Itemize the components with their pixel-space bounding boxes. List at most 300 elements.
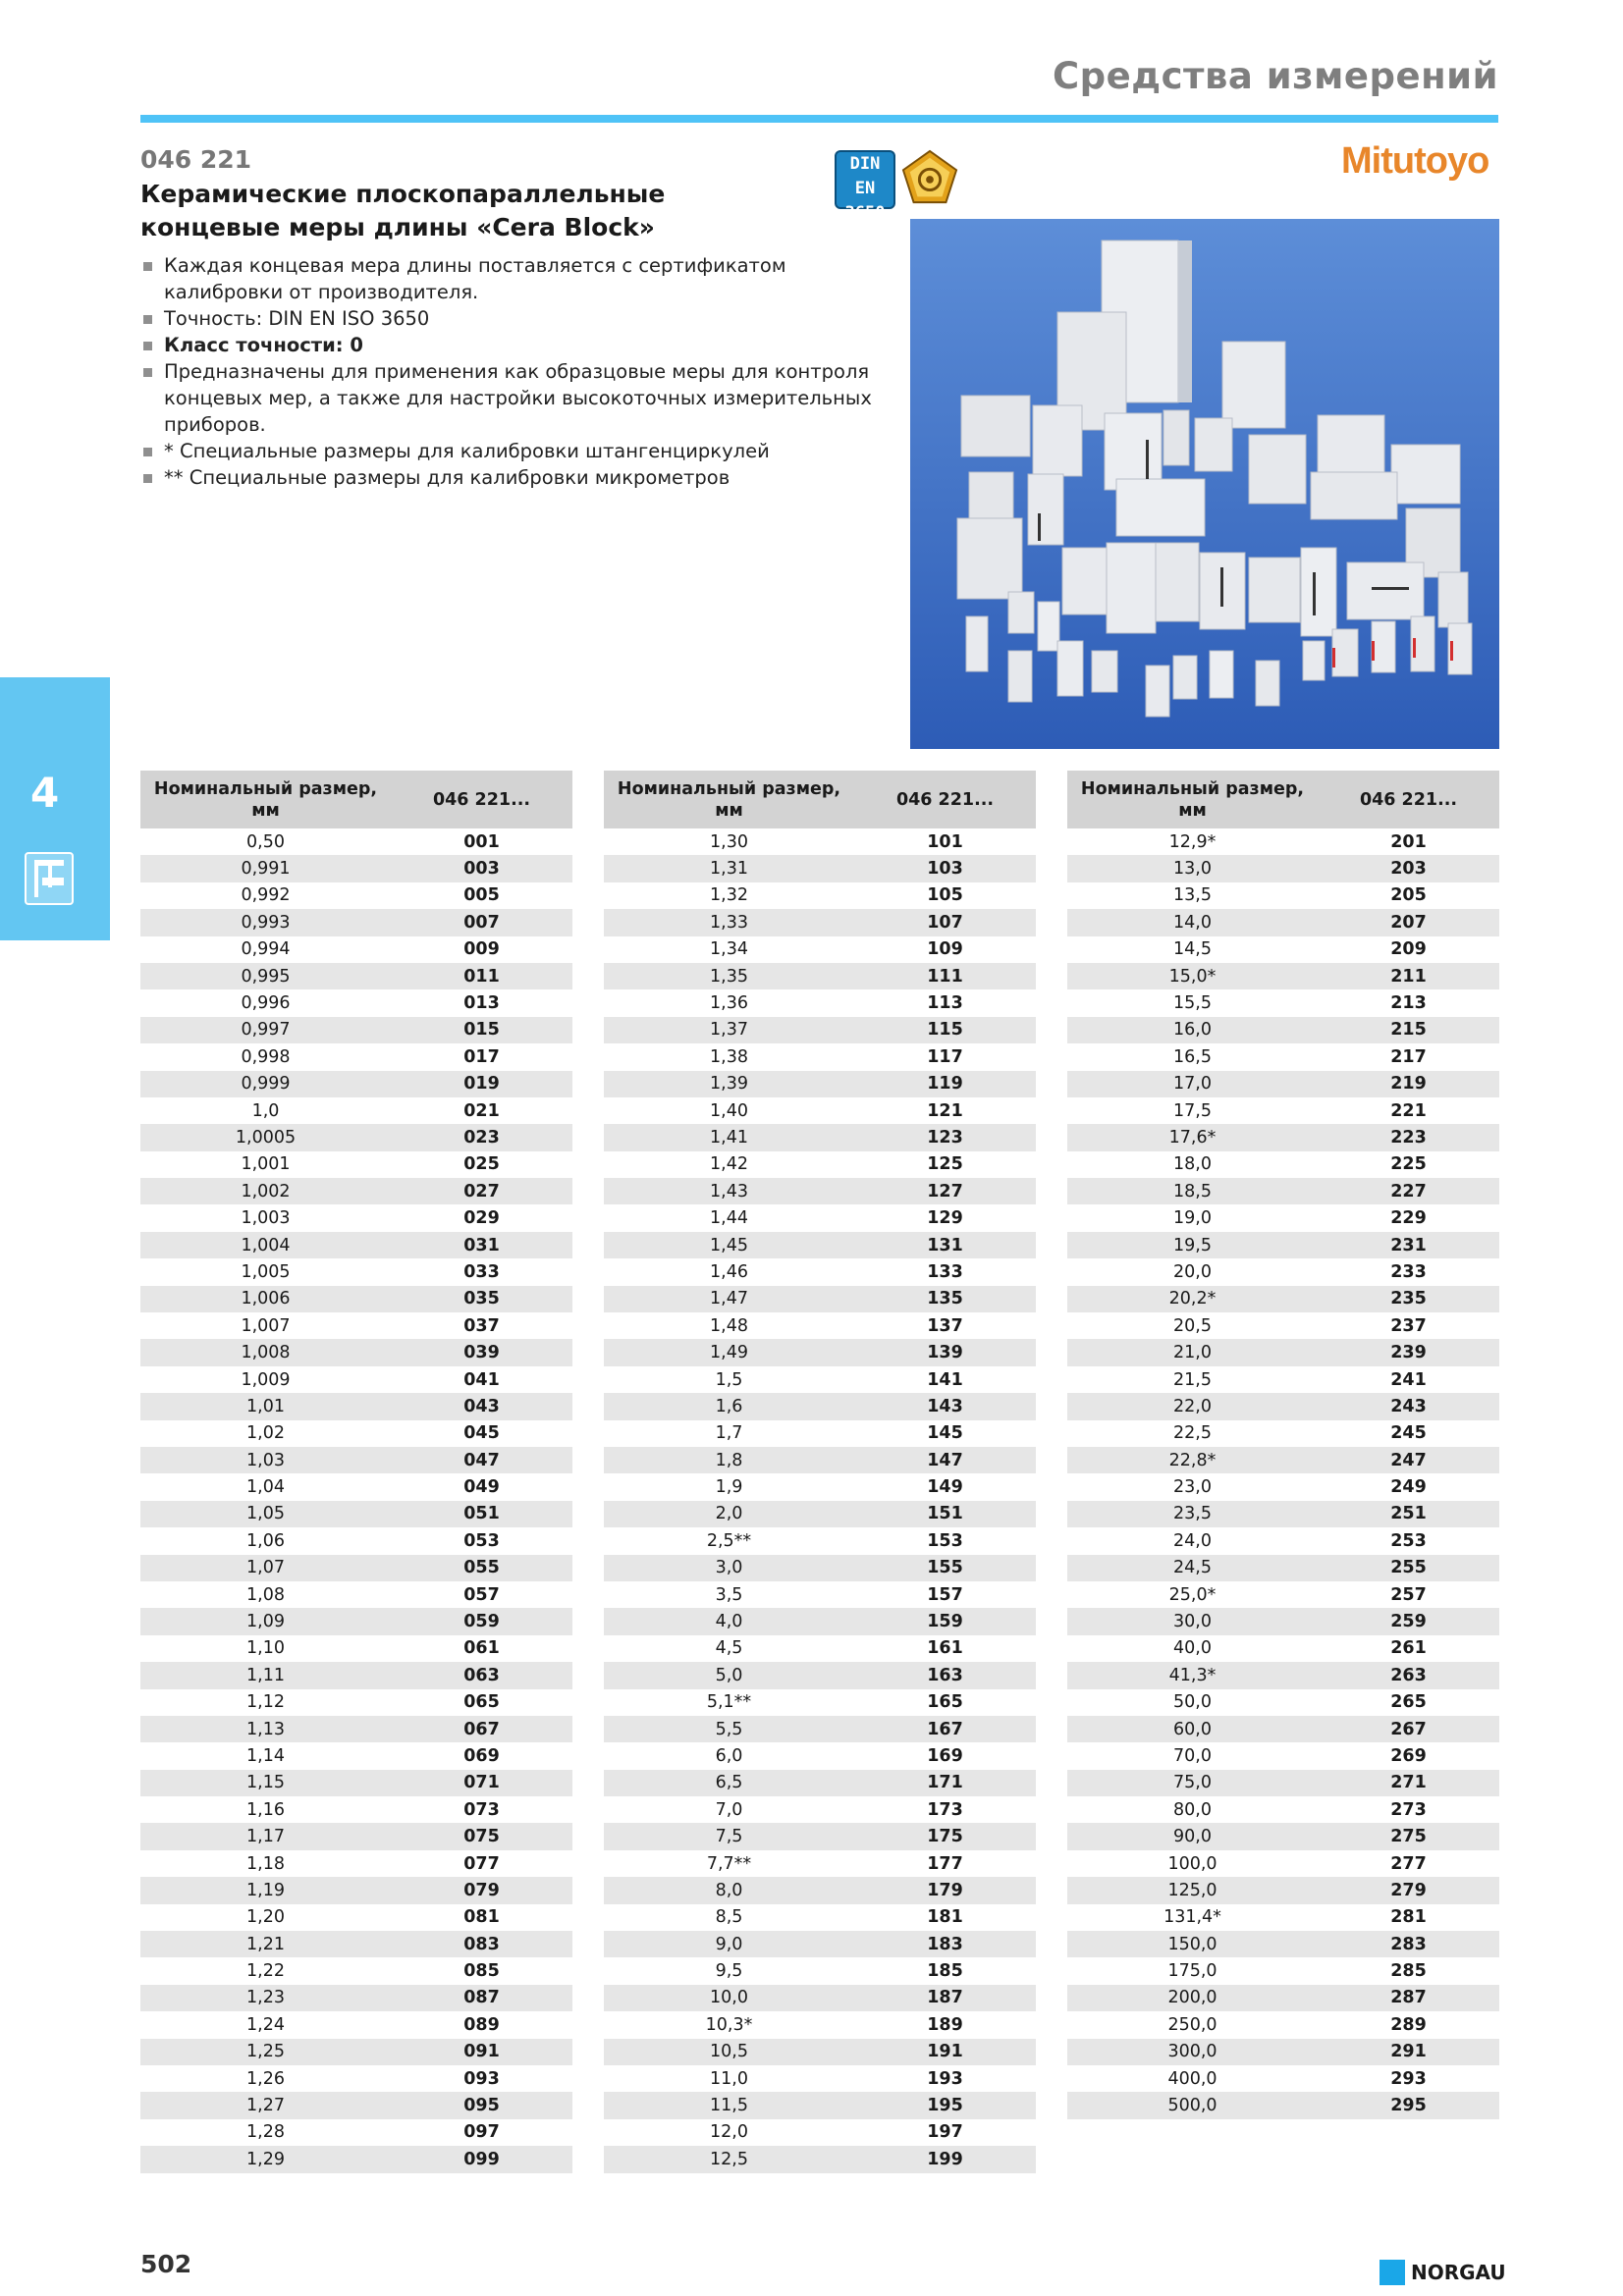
table-row <box>604 1258 1036 1285</box>
size-cell: 50,0 <box>1173 1692 1212 1713</box>
size-cell: 1,23 <box>140 1985 391 2011</box>
size-cell: 80,0 <box>1173 1799 1212 1820</box>
code-cell: 083 <box>391 1931 572 1957</box>
code-cell: 293 <box>1390 2068 1427 2089</box>
table-row <box>1067 855 1499 881</box>
code-cell: 015 <box>391 1017 572 1043</box>
size-cell: 1,0005 <box>140 1124 391 1150</box>
table-row <box>1067 1232 1499 1258</box>
size-cell: 1,43 <box>604 1178 854 1204</box>
table-row <box>140 1957 572 1984</box>
table-row <box>604 1877 1036 1903</box>
code-cell: 183 <box>854 1931 1036 1957</box>
size-cell: 41,3* <box>1067 1662 1318 1688</box>
table-row <box>140 1770 572 1796</box>
code-cell: 091 <box>391 2039 572 2065</box>
feature-item: Точность: DIN EN ISO 3650 <box>140 305 887 332</box>
code-cell: 259 <box>1318 1608 1499 1634</box>
table-row <box>604 1501 1036 1527</box>
code-cell: 123 <box>854 1124 1036 1150</box>
product-photo <box>910 219 1499 749</box>
table-row <box>604 1097 1036 1124</box>
table-row <box>604 2011 1036 2038</box>
code-cell: 101 <box>927 831 963 852</box>
size-cell: 24,5 <box>1067 1555 1318 1581</box>
size-cell: 0,997 <box>140 1017 391 1043</box>
size-cell: 2,5** <box>706 1530 752 1551</box>
code-cell: 155 <box>854 1555 1036 1581</box>
code-cell: 093 <box>463 2068 500 2089</box>
table-row <box>1067 1770 1499 1796</box>
table-row <box>1067 1931 1499 1957</box>
table-row <box>1067 1555 1499 1581</box>
code-cell: 163 <box>854 1662 1036 1688</box>
code-cell: 167 <box>854 1716 1036 1742</box>
table-row <box>140 1393 572 1419</box>
code-cell: 051 <box>391 1501 572 1527</box>
size-cell: 0,998 <box>241 1046 291 1067</box>
size-cell: 15,5 <box>1173 993 1212 1014</box>
size-cell: 10,3* <box>705 2014 753 2035</box>
size-cell: 1,12 <box>246 1692 285 1713</box>
code-cell: 047 <box>391 1447 572 1473</box>
size-cell: 150,0 <box>1067 1931 1318 1957</box>
size-cell: 1,37 <box>604 1017 854 1043</box>
code-cell: 067 <box>391 1716 572 1742</box>
size-cell: 13,5 <box>1173 885 1212 906</box>
size-cell: 0,995 <box>140 963 391 989</box>
code-cell: 229 <box>1390 1208 1427 1229</box>
code-cell: 235 <box>1318 1286 1499 1312</box>
table-row <box>1067 882 1499 909</box>
size-cell: 21,0 <box>1067 1339 1318 1365</box>
code-cell: 027 <box>391 1178 572 1204</box>
table-row <box>1067 2011 1499 2038</box>
size-cell: 16,0 <box>1067 1017 1318 1043</box>
gauge-table-1 <box>140 771 572 2173</box>
table-row <box>140 1258 572 1285</box>
bullet-square-icon <box>143 474 152 483</box>
code-cell: 147 <box>854 1447 1036 1473</box>
table-row <box>140 1473 572 1500</box>
code-cell: 207 <box>1318 909 1499 935</box>
table-row <box>1067 1662 1499 1688</box>
chapter-number: 4 <box>30 769 60 817</box>
code-cell: 069 <box>463 1745 500 1766</box>
code-cell: 073 <box>463 1799 500 1820</box>
table-row <box>604 2146 1036 2172</box>
size-cell: 11,5 <box>604 2092 854 2118</box>
table-row <box>604 1985 1036 2011</box>
table-row <box>140 2039 572 2065</box>
code-cell: 113 <box>927 993 963 1014</box>
size-cell: 23,0 <box>1173 1477 1212 1498</box>
code-cell: 279 <box>1318 1877 1499 1903</box>
code-cell: 003 <box>391 855 572 881</box>
table-row <box>140 989 572 1016</box>
size-cell: 12,9* <box>1168 831 1217 852</box>
code-cell: 137 <box>927 1315 963 1336</box>
size-cell: 4,5 <box>715 1638 743 1659</box>
table-row <box>140 1097 572 1124</box>
table-row <box>604 1662 1036 1688</box>
code-cell: 285 <box>1390 1961 1427 1982</box>
table-row <box>1067 1447 1499 1473</box>
code-cell: 257 <box>1390 1584 1427 1605</box>
table-row <box>604 1581 1036 1608</box>
size-cell: 1,19 <box>140 1877 391 1903</box>
size-cell: 24,0 <box>1173 1530 1212 1551</box>
size-cell: 1,25 <box>140 2039 391 2065</box>
code-cell: 223 <box>1318 1124 1499 1150</box>
table-row <box>140 1850 572 1877</box>
column-header-code: 046 221... <box>391 771 572 828</box>
table-row <box>1067 1393 1499 1419</box>
code-cell: 231 <box>1318 1232 1499 1258</box>
table-row <box>140 1931 572 1957</box>
size-cell: 1,007 <box>241 1315 291 1336</box>
size-cell: 250,0 <box>1167 2014 1217 2035</box>
size-cell: 6,0 <box>715 1745 743 1766</box>
company-name: NORGAU <box>1411 2261 1506 2284</box>
table-row <box>1067 1017 1499 1043</box>
table-row <box>604 1796 1036 1823</box>
table-row <box>604 2039 1036 2065</box>
column-header-code: 046 221... <box>854 771 1036 828</box>
mitutoyo-logo: Mitutoyo <box>1341 140 1489 182</box>
size-cell: 1,24 <box>246 2014 285 2035</box>
code-cell: 197 <box>927 2122 963 2143</box>
size-cell: 4,0 <box>604 1608 854 1634</box>
code-cell: 243 <box>1318 1393 1499 1419</box>
code-cell: 189 <box>927 2014 963 2035</box>
table-row <box>604 1957 1036 1984</box>
size-cell: 1,10 <box>246 1638 285 1659</box>
table-row <box>604 1232 1036 1258</box>
size-cell: 1,46 <box>710 1261 748 1282</box>
code-cell: 139 <box>854 1339 1036 1365</box>
size-cell: 1,34 <box>710 939 748 960</box>
code-cell: 245 <box>1390 1423 1427 1444</box>
din-standard-badge: DIN EN 3650 <box>835 150 895 209</box>
code-cell: 063 <box>391 1662 572 1688</box>
table-row <box>604 1555 1036 1581</box>
code-cell: 107 <box>854 909 1036 935</box>
table-row <box>140 1904 572 1931</box>
code-cell: 045 <box>463 1423 500 1444</box>
code-cell: 269 <box>1390 1745 1427 1766</box>
size-cell: 1,001 <box>241 1154 291 1175</box>
size-cell: 1,5 <box>715 1369 743 1390</box>
table-row <box>604 963 1036 989</box>
size-cell: 19,5 <box>1067 1232 1318 1258</box>
size-cell: 1,32 <box>710 885 748 906</box>
size-cell: 15,0* <box>1067 963 1318 989</box>
table-row <box>140 1527 572 1554</box>
size-cell: 90,0 <box>1067 1823 1318 1849</box>
size-cell: 75,0 <box>1067 1770 1318 1796</box>
code-cell: 289 <box>1390 2014 1427 2035</box>
table-row <box>604 1931 1036 1957</box>
code-cell: 029 <box>463 1208 500 1229</box>
table-row <box>140 1581 572 1608</box>
code-cell: 237 <box>1390 1315 1427 1336</box>
table-row <box>604 1151 1036 1178</box>
table-row <box>604 1339 1036 1365</box>
section-title: Средства измерений <box>1052 55 1498 97</box>
feature-item: Каждая концевая мера длины поставляется с сертификатом калибровки от производителя. <box>140 252 887 305</box>
size-cell: 1,27 <box>140 2092 391 2118</box>
table-row <box>140 1877 572 1903</box>
table-row <box>604 1689 1036 1716</box>
table-row <box>1067 1716 1499 1742</box>
size-cell: 1,21 <box>140 1931 391 1957</box>
code-cell: 287 <box>1318 1985 1499 2011</box>
size-cell: 1,29 <box>140 2146 391 2172</box>
table-row <box>140 828 572 855</box>
code-cell: 241 <box>1390 1369 1427 1390</box>
code-cell: 247 <box>1318 1447 1499 1473</box>
page-number: 502 <box>140 2250 192 2278</box>
article-number: 046 221 <box>140 145 252 174</box>
code-cell: 079 <box>391 1877 572 1903</box>
table-row <box>140 1796 572 1823</box>
table-row <box>1067 1473 1499 1500</box>
code-cell: 211 <box>1318 963 1499 989</box>
table-row <box>604 1742 1036 1769</box>
size-cell: 2,0 <box>604 1501 854 1527</box>
size-cell: 20,5 <box>1173 1315 1212 1336</box>
table-row <box>140 2146 572 2172</box>
size-cell: 17,6* <box>1067 1124 1318 1150</box>
size-cell: 10,5 <box>604 2039 854 2065</box>
table-row <box>1067 1608 1499 1634</box>
size-cell: 0,992 <box>241 885 291 906</box>
table-row <box>604 1366 1036 1393</box>
size-cell: 17,5 <box>1173 1100 1212 1121</box>
code-cell: 149 <box>927 1477 963 1498</box>
feature-item: Класс точности: 0 <box>140 332 887 358</box>
table-row <box>604 882 1036 909</box>
size-cell: 22,5 <box>1173 1423 1212 1444</box>
table-row <box>140 1716 572 1742</box>
table-row <box>1067 1742 1499 1769</box>
table-row <box>1067 1420 1499 1447</box>
size-cell: 100,0 <box>1167 1853 1217 1874</box>
code-cell: 221 <box>1390 1100 1427 1121</box>
size-cell: 6,5 <box>604 1770 854 1796</box>
code-cell: 171 <box>854 1770 1036 1796</box>
code-cell: 121 <box>927 1100 963 1121</box>
code-cell: 187 <box>854 1985 1036 2011</box>
code-cell: 017 <box>463 1046 500 1067</box>
code-cell: 009 <box>463 939 500 960</box>
table-row <box>140 1286 572 1312</box>
size-cell: 1,004 <box>140 1232 391 1258</box>
size-cell: 131,4* <box>1163 1907 1221 1928</box>
code-cell: 219 <box>1318 1071 1499 1097</box>
size-cell: 9,5 <box>715 1961 743 1982</box>
table-row <box>1067 936 1499 963</box>
size-cell: 1,0 <box>251 1100 280 1121</box>
code-cell: 175 <box>854 1823 1036 1849</box>
size-cell: 1,03 <box>140 1447 391 1473</box>
size-cell: 1,002 <box>140 1178 391 1204</box>
code-cell: 025 <box>463 1154 500 1175</box>
size-cell: 5,1** <box>706 1692 752 1713</box>
table-row <box>1067 1258 1499 1285</box>
table-row <box>1067 1850 1499 1877</box>
table-row <box>140 1447 572 1473</box>
size-cell: 1,01 <box>140 1393 391 1419</box>
size-cell: 1,49 <box>604 1339 854 1365</box>
code-cell: 177 <box>927 1853 963 1874</box>
code-cell: 195 <box>854 2092 1036 2118</box>
gauge-table-3 <box>1067 771 1499 2119</box>
table-row <box>604 2092 1036 2118</box>
table-row <box>1067 828 1499 855</box>
size-cell: 1,04 <box>246 1477 285 1498</box>
code-cell: 005 <box>463 885 500 906</box>
size-cell: 7,7** <box>706 1853 752 1874</box>
code-cell: 095 <box>391 2092 572 2118</box>
table-row <box>604 1635 1036 1662</box>
size-cell: 1,28 <box>246 2122 285 2143</box>
code-cell: 023 <box>391 1124 572 1150</box>
table-row <box>1067 1796 1499 1823</box>
size-cell: 5,5 <box>604 1716 854 1742</box>
code-cell: 181 <box>927 1907 963 1928</box>
table-row <box>604 1850 1036 1877</box>
code-cell: 035 <box>391 1286 572 1312</box>
code-cell: 275 <box>1318 1823 1499 1849</box>
table-row <box>1067 1877 1499 1903</box>
code-cell: 119 <box>854 1071 1036 1097</box>
code-cell: 225 <box>1390 1154 1427 1175</box>
size-cell: 3,0 <box>604 1555 854 1581</box>
code-cell: 213 <box>1390 993 1427 1014</box>
table-row <box>140 1823 572 1849</box>
column-header-code: 046 221... <box>1318 771 1499 828</box>
code-cell: 061 <box>463 1638 500 1659</box>
code-cell: 169 <box>927 1745 963 1766</box>
size-cell: 1,18 <box>246 1853 285 1874</box>
size-cell: 1,02 <box>246 1423 285 1444</box>
table-row <box>140 1662 572 1688</box>
code-cell: 071 <box>391 1770 572 1796</box>
code-cell: 085 <box>463 1961 500 1982</box>
code-cell: 081 <box>463 1907 500 1928</box>
table-row <box>140 1366 572 1393</box>
size-cell: 22,8* <box>1067 1447 1318 1473</box>
size-cell: 1,17 <box>140 1823 391 1849</box>
code-cell: 215 <box>1318 1017 1499 1043</box>
size-cell: 1,16 <box>246 1799 285 1820</box>
table-row <box>1067 1985 1499 2011</box>
table-row <box>1067 1312 1499 1339</box>
code-cell: 271 <box>1318 1770 1499 1796</box>
table-row <box>604 1420 1036 1447</box>
table-row <box>1067 1286 1499 1312</box>
code-cell: 191 <box>854 2039 1036 2065</box>
size-cell: 7,5 <box>604 1823 854 1849</box>
size-cell: 16,5 <box>1173 1046 1212 1067</box>
table-row <box>604 1071 1036 1097</box>
size-cell: 1,22 <box>246 1961 285 1982</box>
table-row <box>140 1555 572 1581</box>
size-cell: 7,0 <box>715 1799 743 1820</box>
table-row <box>1067 1178 1499 1204</box>
size-cell: 1,45 <box>604 1232 854 1258</box>
column-header-size: Номинальный размер, мм <box>1067 771 1318 828</box>
code-cell: 261 <box>1390 1638 1427 1659</box>
table-row <box>1067 1823 1499 1849</box>
feature-list <box>140 252 887 491</box>
code-cell: 059 <box>391 1608 572 1634</box>
size-cell: 1,20 <box>246 1907 285 1928</box>
code-cell: 165 <box>927 1692 963 1713</box>
table-row <box>1067 963 1499 989</box>
size-cell: 60,0 <box>1067 1716 1318 1742</box>
size-cell: 40,0 <box>1173 1638 1212 1659</box>
size-cell: 1,07 <box>140 1555 391 1581</box>
size-cell: 1,009 <box>241 1369 291 1390</box>
table-row <box>1067 1501 1499 1527</box>
table-row <box>140 1689 572 1716</box>
table-row <box>140 1635 572 1662</box>
size-cell: 23,5 <box>1067 1501 1318 1527</box>
code-cell: 037 <box>463 1315 500 1336</box>
table-row <box>604 1904 1036 1931</box>
size-cell: 8,0 <box>604 1877 854 1903</box>
size-cell: 175,0 <box>1167 1961 1217 1982</box>
bullet-square-icon <box>143 342 152 350</box>
table-row <box>604 855 1036 881</box>
size-cell: 300,0 <box>1067 2039 1318 2065</box>
size-cell: 14,0 <box>1067 909 1318 935</box>
code-cell: 053 <box>463 1530 500 1551</box>
code-cell: 239 <box>1318 1339 1499 1365</box>
size-cell: 1,9 <box>715 1477 743 1498</box>
table-row <box>604 1716 1036 1742</box>
code-cell: 099 <box>391 2146 572 2172</box>
size-cell: 14,5 <box>1173 939 1212 960</box>
table-row <box>604 2065 1036 2092</box>
code-cell: 031 <box>391 1232 572 1258</box>
code-cell: 055 <box>391 1555 572 1581</box>
table-row <box>604 1204 1036 1231</box>
table-row <box>1067 1635 1499 1662</box>
code-cell: 125 <box>927 1154 963 1175</box>
code-cell: 249 <box>1390 1477 1427 1498</box>
code-cell: 185 <box>927 1961 963 1982</box>
table-row <box>140 936 572 963</box>
size-cell: 1,38 <box>710 1046 748 1067</box>
table-row <box>1067 1043 1499 1070</box>
table-row <box>604 1286 1036 1312</box>
table-row <box>604 1770 1036 1796</box>
code-cell: 111 <box>854 963 1036 989</box>
size-cell: 1,13 <box>140 1716 391 1742</box>
table-row <box>140 2011 572 2038</box>
size-cell: 0,991 <box>140 855 391 881</box>
code-cell: 291 <box>1318 2039 1499 2065</box>
code-cell: 057 <box>463 1584 500 1605</box>
size-cell: 1,48 <box>710 1315 748 1336</box>
size-cell: 500,0 <box>1067 2092 1318 2118</box>
code-cell: 049 <box>463 1477 500 1498</box>
code-cell: 105 <box>927 885 963 906</box>
